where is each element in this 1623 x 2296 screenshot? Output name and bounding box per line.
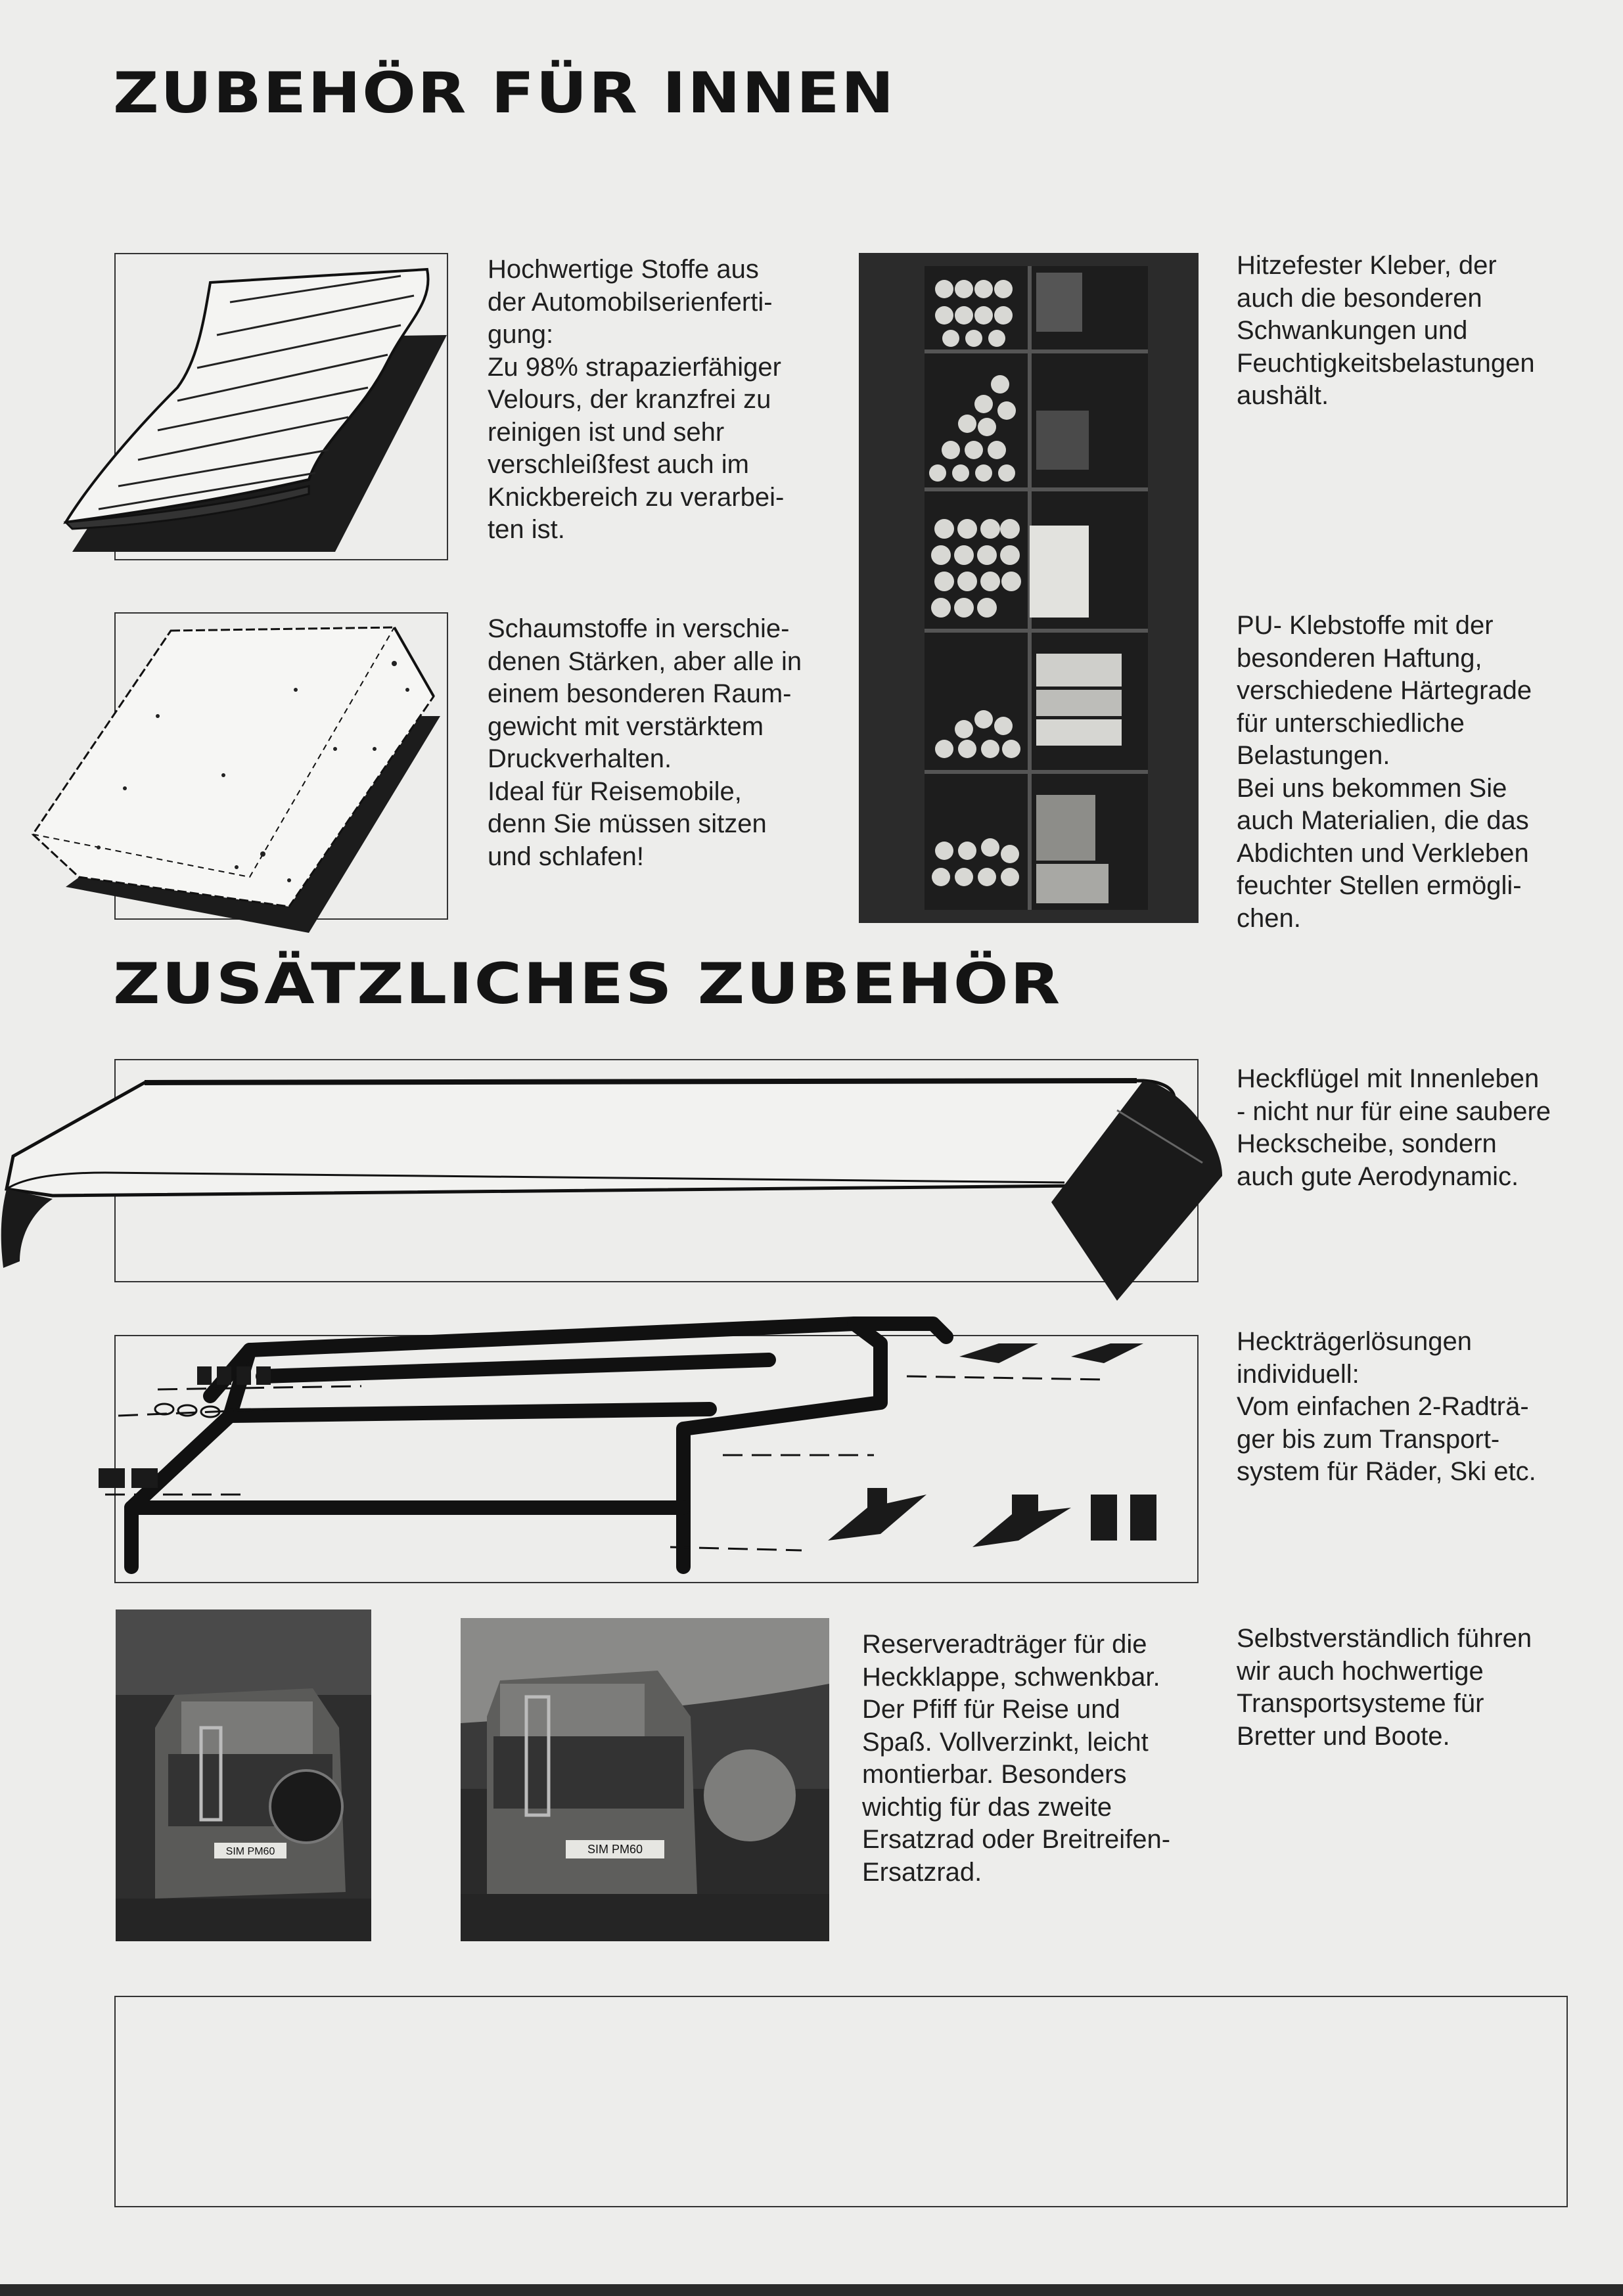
license-plate-2: SIM PM60 [587, 1843, 643, 1856]
spare-wheel-carrier-photo-2 [461, 1618, 829, 1941]
rear-wing-description: Heckflügel mit Innenleben - nicht nur für eine saubere Heckscheibe, sondern auch gute Aerodynamic. [1237, 1064, 1551, 1191]
rear-wing-illustration [0, 1064, 1235, 1320]
foam-illustration [26, 618, 453, 933]
rear-carrier-illustration [79, 1297, 1196, 1580]
heading-interior-accessories: ZUBEHÖR FÜR INNEN [113, 60, 896, 126]
foam-description: Schaumstoffe in verschie- denen Stärken, aber alle in einem besonderen Raum- gewicht mit verstärktem Druckverhalten. Ideal für Reisemobile, denn Sie müssen sitzen und schlafen! [488, 614, 802, 871]
spare-wheel-carrier-photo-1 [116, 1609, 371, 1941]
transport-systems-description: Selbstverständlich führen wir auch hochwertige Transportsysteme für Bretter und Boote. [1237, 1624, 1532, 1751]
heading-additional-accessories: ZUSÄTZLICHES ZUBEHÖR [113, 951, 1062, 1017]
pu-adhesive-description: PU- Klebstoffe mit der besonderen Haftung, verschiedene Härtegrade für unterschiedliche Belastungen. Bei uns bekommen Sie auch Materialien, die das Abdichten und Verkleben feuchter Stellen ermögli- chen. [1237, 611, 1532, 933]
rear-carrier-description: Heckträgerlösungen individuell: Vom einfachen 2-Radträ- ger bis zum Transport- system für Räder, Ski etc. [1237, 1327, 1536, 1486]
fabric-illustration [59, 263, 453, 565]
adhesive-shelf-photo [859, 253, 1199, 923]
adhesive-description: Hitzefester Kleber, der auch die besonderen Schwankungen und Feuchtigkeitsbelastungen aushält. [1237, 251, 1535, 410]
spare-wheel-carrier-description: Reserveradträger für die Heckklappe, schwenkbar. Der Pfiff für Reise und Spaß. Vollverzinkt, leicht montierbar. Besonders wichtig für das zweite Ersatzrad oder Breitreifen- Ersatzrad. [862, 1630, 1171, 1887]
footer-empty-box [114, 1996, 1568, 2207]
license-plate-1: SIM PM60 [225, 1846, 275, 1857]
page-bottom-edge [0, 2284, 1623, 2296]
fabrics-description: Hochwertige Stoffe aus der Automobilserienferti- gung: Zu 98% strapazierfähiger Velours, der kranzfrei zu reinigen ist und sehr verschleißfest auch im Knickbereich zu verarbei- ten ist. [488, 255, 785, 544]
